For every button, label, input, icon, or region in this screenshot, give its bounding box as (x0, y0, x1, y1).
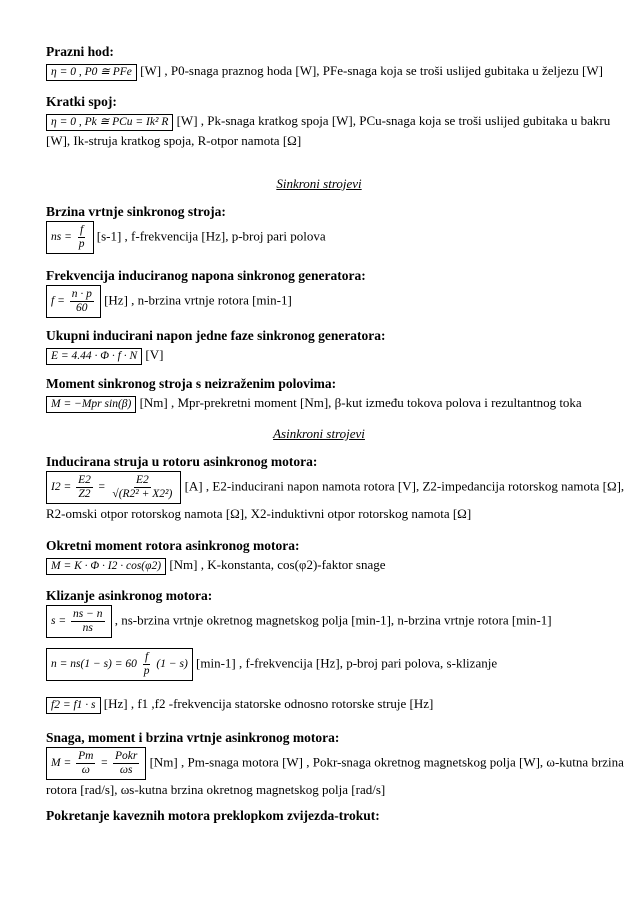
heading-kratki-spoj: Kratki spoj: (46, 94, 117, 109)
formula-brzina-rotora: n = ns(1 − s) = 60 $\frac{f}{p}$ (1 − s) (46, 648, 193, 681)
formula-frekvencija: f = $\frac{n \cdot p}{60}$ (46, 285, 101, 318)
section-kratki-spoj (46, 92, 611, 150)
heading-inducirana-struja: Inducirana struja u rotoru asinkronog motora: (46, 454, 318, 469)
heading-prazni-hod: Prazni hod: (46, 44, 114, 59)
text-snaga-moment-2: rotora [rad/s], ωs-kutna brzina okretnog magnetskog polja [rad/s] (46, 782, 386, 797)
section-klizanje (46, 586, 606, 638)
heading-ukupni-napon: Ukupni inducirani napon jedne faze sinkronog generatora: (46, 328, 386, 343)
text-inducirana-struja-1: [A] , E2-inducirani napon namota rotora [V], Z2-impedancija rotorskog namota [Ω], (184, 478, 625, 494)
formula-klizanje: s = $\frac{ns - n}{ns}$ (46, 605, 112, 638)
section-title-asinkroni: Asinkroni strojevi (273, 426, 365, 441)
heading-brzina-vrtnje: Brzina vrtnje sinkronog stroja: (46, 204, 226, 219)
formula-ukupni-napon: E = 4.44 · Φ · f · N (46, 348, 142, 365)
section-frekvencija-rotora (46, 694, 606, 714)
section-brzina-rotora (46, 648, 606, 681)
section-okretni-moment (46, 536, 606, 575)
text-prazni-hod: [W] , P0-snaga praznog hoda [W], PFe-snaga koja se troši uslijed gubitaka u željezu [W] (140, 63, 603, 78)
heading-moment-sinkronog: Moment sinkronog stroja s neizraženim polovima: (46, 376, 337, 391)
section-moment-sinkronog (46, 374, 606, 413)
heading-okretni-moment: Okretni moment rotora asinkronog motora: (46, 538, 300, 553)
text-kratki-spoj-2: [W], Ik-struja kratkog spoja, R-otpor namota [Ω] (46, 132, 302, 148)
section-title-sinkroni: Sinkroni strojevi (276, 176, 362, 191)
text-moment-sinkronog: [Nm] , Mpr-prekretni moment [Nm], β-kut između tokova polova i rezultantnog toka (139, 395, 582, 410)
text-frekvencija: [Hz] , n-brzina vrtnje rotora [min-1] (104, 292, 292, 308)
heading-klizanje: Klizanje asinkronog motora: (46, 588, 213, 603)
text-ukupni-napon: [V] (145, 347, 164, 362)
formula-inducirana-struja: I2 = $\frac{E2}{Z2}$ = $\frac{E2}{\text{√(R2² + X2²)}}$ (46, 471, 181, 504)
formula-kratki-spoj: η = 0 , Pk ≅ PCu = Ik² R (46, 114, 173, 131)
section-snaga-moment (46, 728, 624, 799)
heading-frekvencija: Frekvencija induciranog napona sinkronog generatora: (46, 268, 366, 283)
formula-frekvencija-rotora: f2 = f1 · s (46, 697, 101, 714)
section-ukupni-napon (46, 326, 606, 365)
formula-moment-sinkronog: M = −Mpr sin(β) (46, 396, 136, 413)
text-okretni-moment: [Nm] , K-konstanta, cos(φ2)-faktor snage (169, 557, 386, 572)
formula-prazni-hod: η = 0 , P0 ≅ PFe (46, 64, 137, 81)
heading-pokretanje: Pokretanje kaveznih motora preklopkom zvijezda-trokut: (46, 808, 380, 823)
section-frekvencija (46, 266, 606, 318)
text-kratki-spoj-1: [W] , Pk-snaga kratkog spoja [W], PCu-snaga koja se troši uslijed gubitaka u bakru (176, 113, 611, 128)
section-prazni-hod (46, 42, 606, 81)
heading-snaga-moment: Snaga, moment i brzina vrtnje asinkronog motora: (46, 730, 340, 745)
text-brzina-rotora: [min-1] , f-frekvencija [Hz], p-broj pari polova, s-klizanje (196, 655, 498, 671)
text-inducirana-struja-2: R2-omski otpor rotorskog namota [Ω], X2-induktivni otpor rotorskog namota [Ω] (46, 506, 472, 521)
section-brzina-vrtnje (46, 202, 606, 254)
section-pokretanje (46, 806, 606, 825)
formula-snaga-moment: M = $\frac{Pm}{\omega}$ = $\frac{\text{Pokr}}{\omega s}$ (46, 747, 146, 780)
text-frekvencija-rotora: [Hz] , f1 ,f2 -frekvencija statorske odnosno rotorske struje [Hz] (103, 696, 434, 711)
text-brzina-vrtnje: [s-1] , f-frekvencija [Hz], p-broj pari polova (96, 228, 326, 244)
text-klizanje: , ns-brzina vrtnje okretnog magnetskog polja [min-1], n-brzina vrtnje rotora [min-1] (114, 612, 552, 628)
text-snaga-moment-1: [Nm] , Pm-snaga motora [W] , Pokr-snaga okretnog magnetskog polja [W], ω-kutna brzina (149, 754, 624, 770)
formula-okretni-moment: M = K · Φ · I2 · cos(φ2) (46, 558, 166, 575)
section-inducirana-struja (46, 452, 625, 523)
formula-brzina-vrtnje: ns = $\frac{f}{p}$ (46, 221, 94, 254)
